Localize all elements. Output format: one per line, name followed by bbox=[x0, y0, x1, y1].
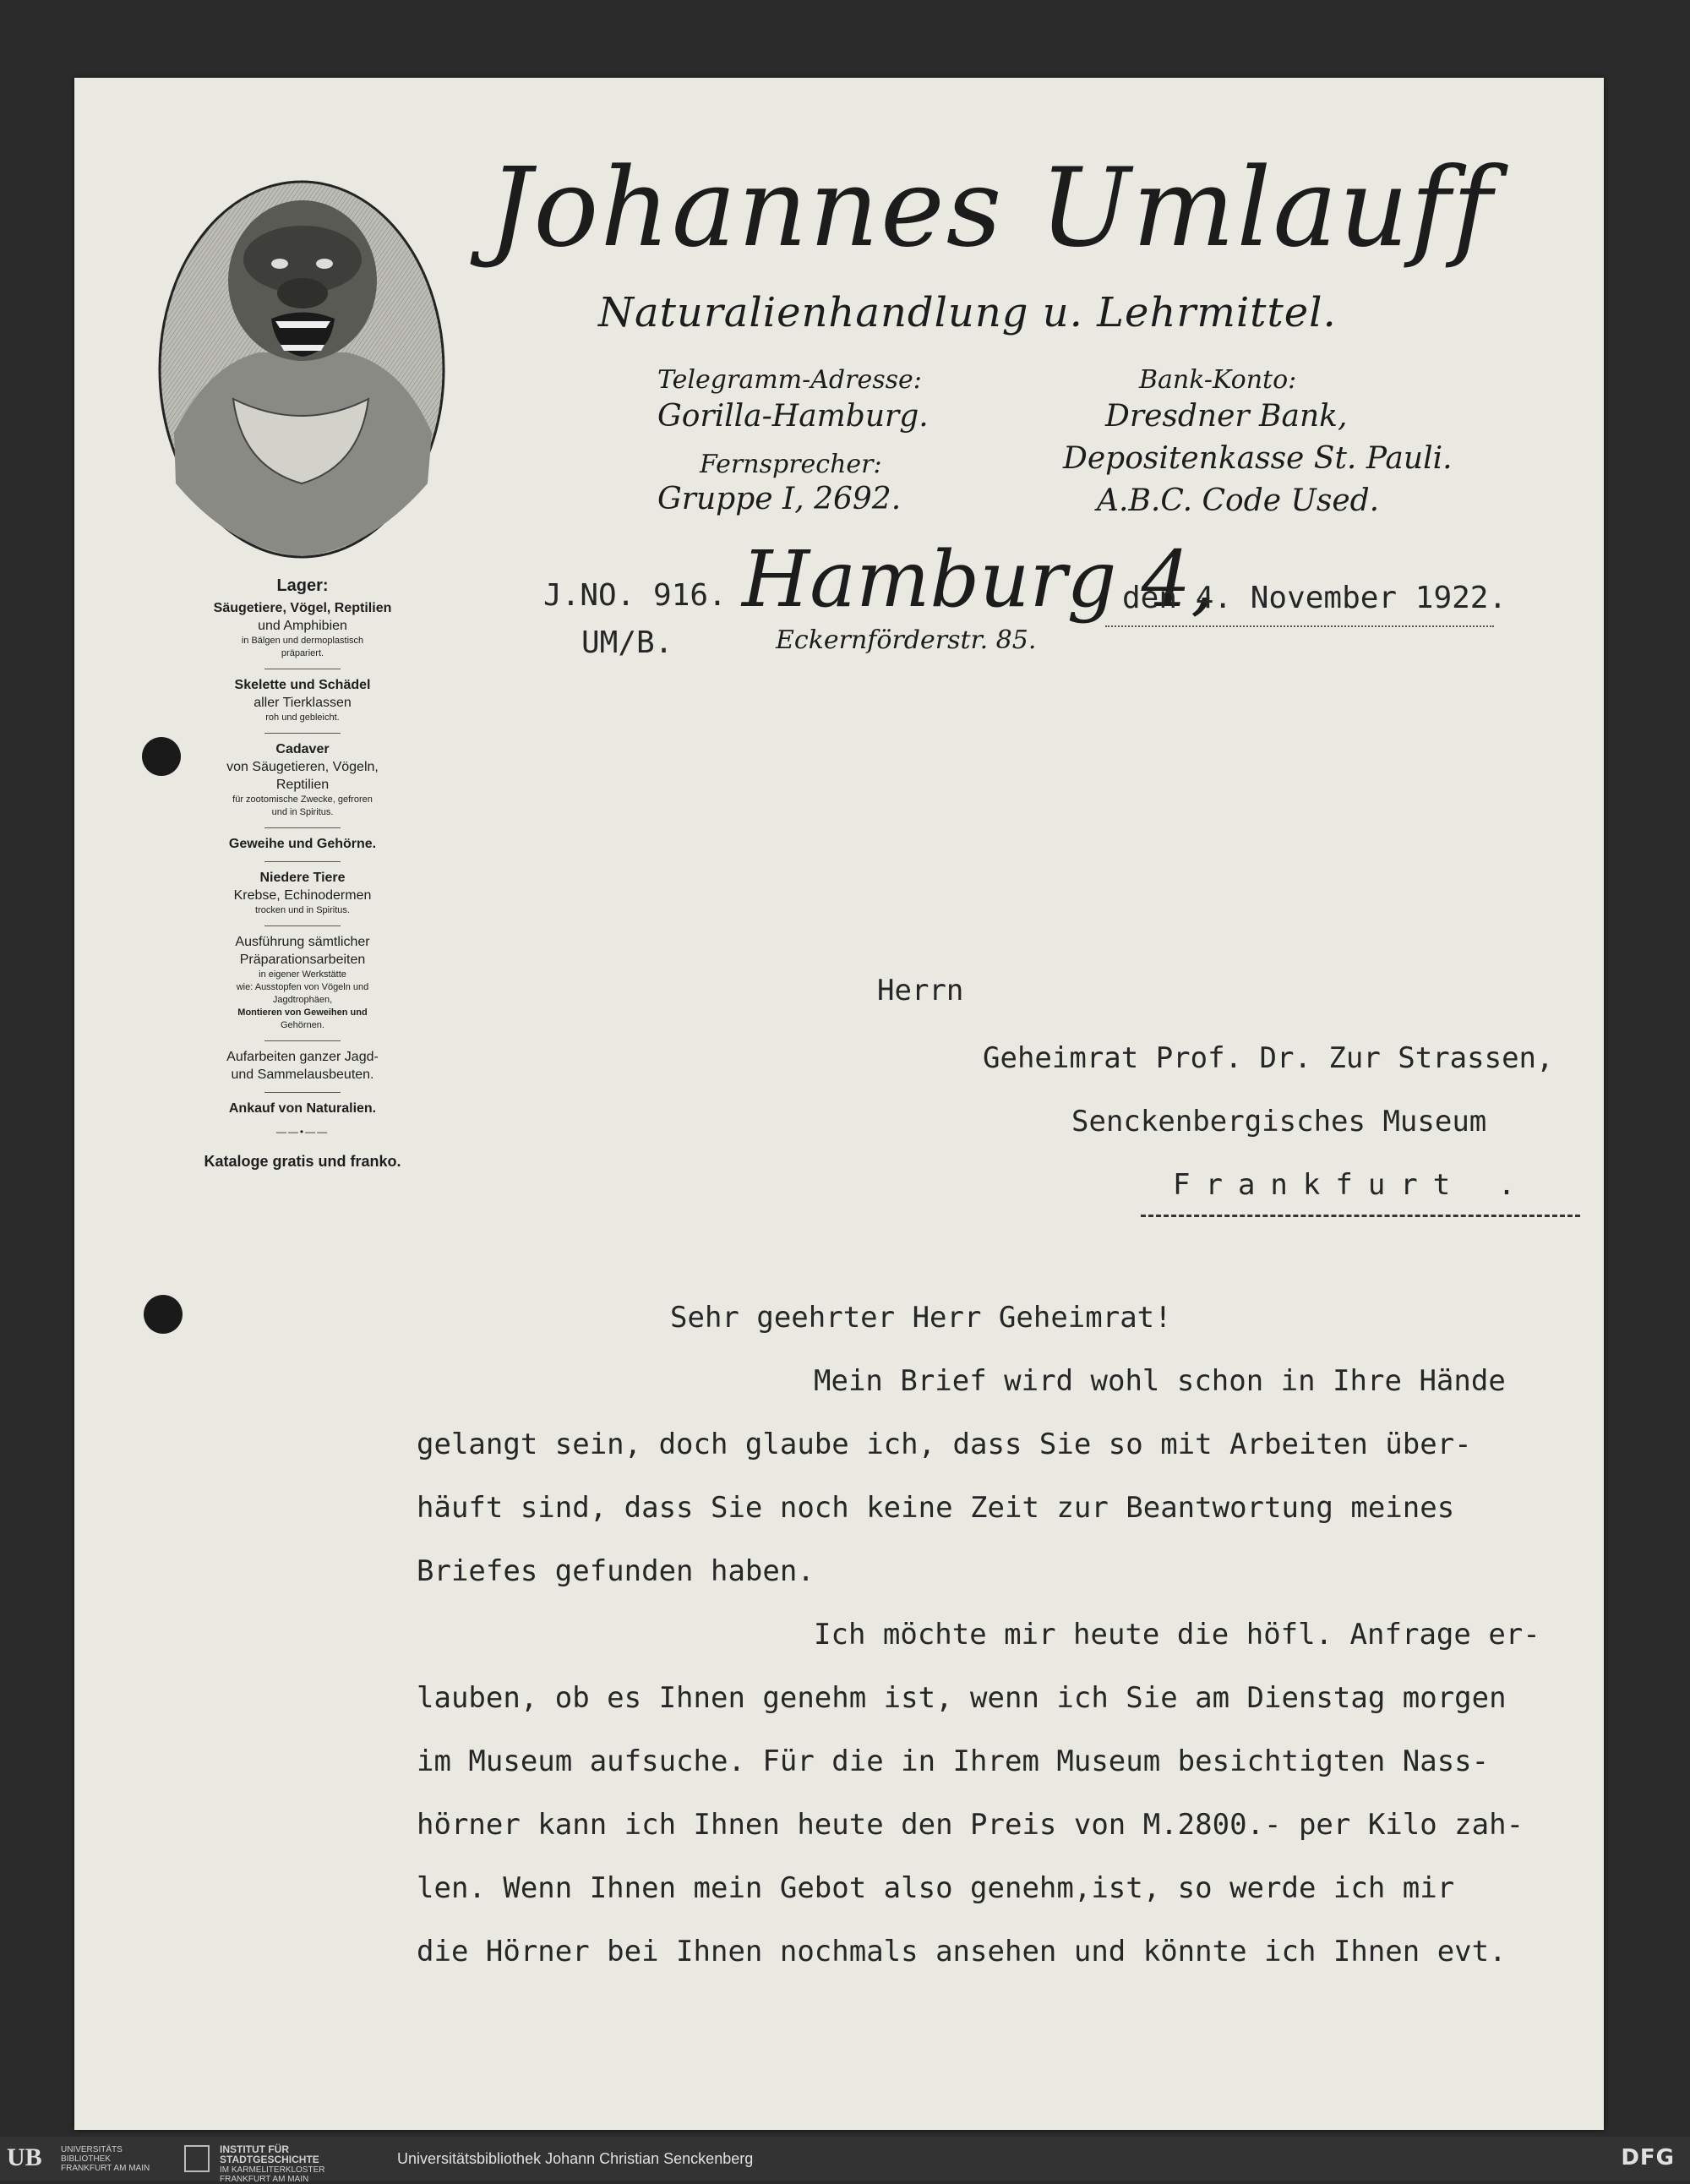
phone-label: Fernsprecher: bbox=[700, 450, 882, 479]
sidebar-section: Säugetiere, Vögel, Reptilien und Amphibien in Bälgen und dermoplastisch präpariert. bbox=[213, 601, 392, 658]
code-used: A.B.C. Code Used. bbox=[1097, 483, 1380, 518]
dfg-logo[interactable]: DFG bbox=[1621, 2145, 1675, 2170]
punch-hole bbox=[144, 1295, 183, 1334]
institute-text: INSTITUT FÜR STADTGESCHICHTE IM KARMELITERKLOSTER FRANKFURT AM MAIN bbox=[220, 2143, 325, 2184]
catalog-note: Kataloge gratis und franko. bbox=[204, 1153, 401, 1170]
sidebar-section: Niedere Tiere Krebse, Echinodermen trocken und in Spiritus. bbox=[233, 871, 372, 915]
body-line: gelangt sein, doch glaube ich, dass Sie so mit Arbeiten über- bbox=[417, 1428, 1472, 1461]
gorilla-portrait-icon bbox=[157, 179, 446, 560]
ornament-divider: ——•—— bbox=[275, 1126, 330, 1138]
company-name: Johannes Umlauff bbox=[488, 145, 1494, 271]
sidebar-section: Geweihe und Gehörne. bbox=[228, 837, 377, 851]
ub-logo[interactable]: UB bbox=[7, 2143, 42, 2171]
letter-date: den 4. November 1922. bbox=[1122, 581, 1507, 615]
recipient-name: Geheimrat Prof. Dr. Zur Strassen, bbox=[983, 1041, 1554, 1075]
bank-branch: Depositenkasse St. Pauli. bbox=[1063, 441, 1453, 476]
city: Hamburg 4, bbox=[742, 534, 1216, 625]
journal-number: J.NO. 916. bbox=[543, 578, 727, 613]
sidebar-section: Cadaver von Säugetieren, Vögeln, Reptilien für zootomische Zwecke, gefroren und in Spiritus. bbox=[226, 742, 379, 817]
city-dashed-line bbox=[1141, 1215, 1580, 1217]
body-line: hörner kann ich Ihnen heute den Preis von M.2800.- per Kilo zah- bbox=[417, 1808, 1524, 1842]
recipient-city: Frankfurt . bbox=[1173, 1168, 1531, 1202]
body-line: Mein Brief wird wohl schon in Ihre Hände bbox=[814, 1364, 1506, 1398]
body-line: Briefes gefunden haben. bbox=[417, 1554, 815, 1588]
footer-library-name: Universitätsbibliothek Johann Christian Senckenberg bbox=[397, 2150, 754, 2167]
bank-label: Bank-Konto: bbox=[1139, 365, 1297, 395]
telegram-label: Telegramm-Adresse: bbox=[657, 365, 922, 395]
body-line: Ich möchte mir heute die höfl. Anfrage er- bbox=[814, 1618, 1540, 1652]
sidebar-title: Lager: bbox=[276, 576, 329, 595]
sidebar-section: Skelette und Schädel aller Tierklassen roh und gebleicht. bbox=[234, 678, 371, 723]
letter-body bbox=[417, 1286, 1566, 1984]
telegram-value: Gorilla-Hamburg. bbox=[657, 399, 929, 434]
sidebar-section: Ausführung sämtlicher Präparationsarbeiten in eigener Werkstätte wie: Ausstopfen von Vögeln und Jagdtrophäen, Montieren von Geweihen und Gehörnen. bbox=[235, 935, 370, 1030]
sidebar-services bbox=[167, 576, 438, 1171]
date-dotted-line bbox=[1105, 625, 1494, 627]
letter-page bbox=[74, 78, 1604, 2130]
ub-text: UNIVERSITÄTS BIBLIOTHEK FRANKFURT AM MAIN bbox=[61, 2145, 150, 2173]
company-subtitle: Naturalienhandlung u. Lehrmittel. bbox=[598, 289, 1337, 336]
initials: UM/B. bbox=[581, 625, 673, 660]
body-line: im Museum aufsuche. Für die in Ihrem Museum besichtigten Nass- bbox=[417, 1744, 1490, 1778]
institute-logo-icon[interactable] bbox=[184, 2145, 210, 2172]
recipient-salutation: Herrn bbox=[877, 974, 964, 1007]
bank-value: Dresdner Bank, bbox=[1105, 399, 1348, 434]
body-line: häuft sind, dass Sie noch keine Zeit zur Beantwortung meines bbox=[417, 1491, 1455, 1525]
phone-value: Gruppe I, 2692. bbox=[657, 482, 902, 516]
body-line: lauben, ob es Ihnen genehm ist, wenn ich Sie am Dienstag morgen bbox=[417, 1681, 1507, 1715]
sidebar-section: Ankauf von Naturalien. bbox=[228, 1101, 377, 1116]
body-line: len. Wenn Ihnen mein Gebot also genehm,ist, so werde ich mir bbox=[417, 1871, 1455, 1905]
recipient-institution: Senckenbergisches Museum bbox=[1071, 1105, 1487, 1138]
footer-bar bbox=[0, 2137, 1690, 2184]
sidebar-section: Aufarbeiten ganzer Jagd- und Sammelausbeuten. bbox=[226, 1050, 379, 1082]
greeting: Sehr geehrter Herr Geheimrat! bbox=[670, 1301, 1172, 1335]
street: Eckernförderstr. 85. bbox=[776, 625, 1037, 655]
body-line: die Hörner bei Ihnen nochmals ansehen und könnte ich Ihnen evt. bbox=[417, 1935, 1507, 1968]
